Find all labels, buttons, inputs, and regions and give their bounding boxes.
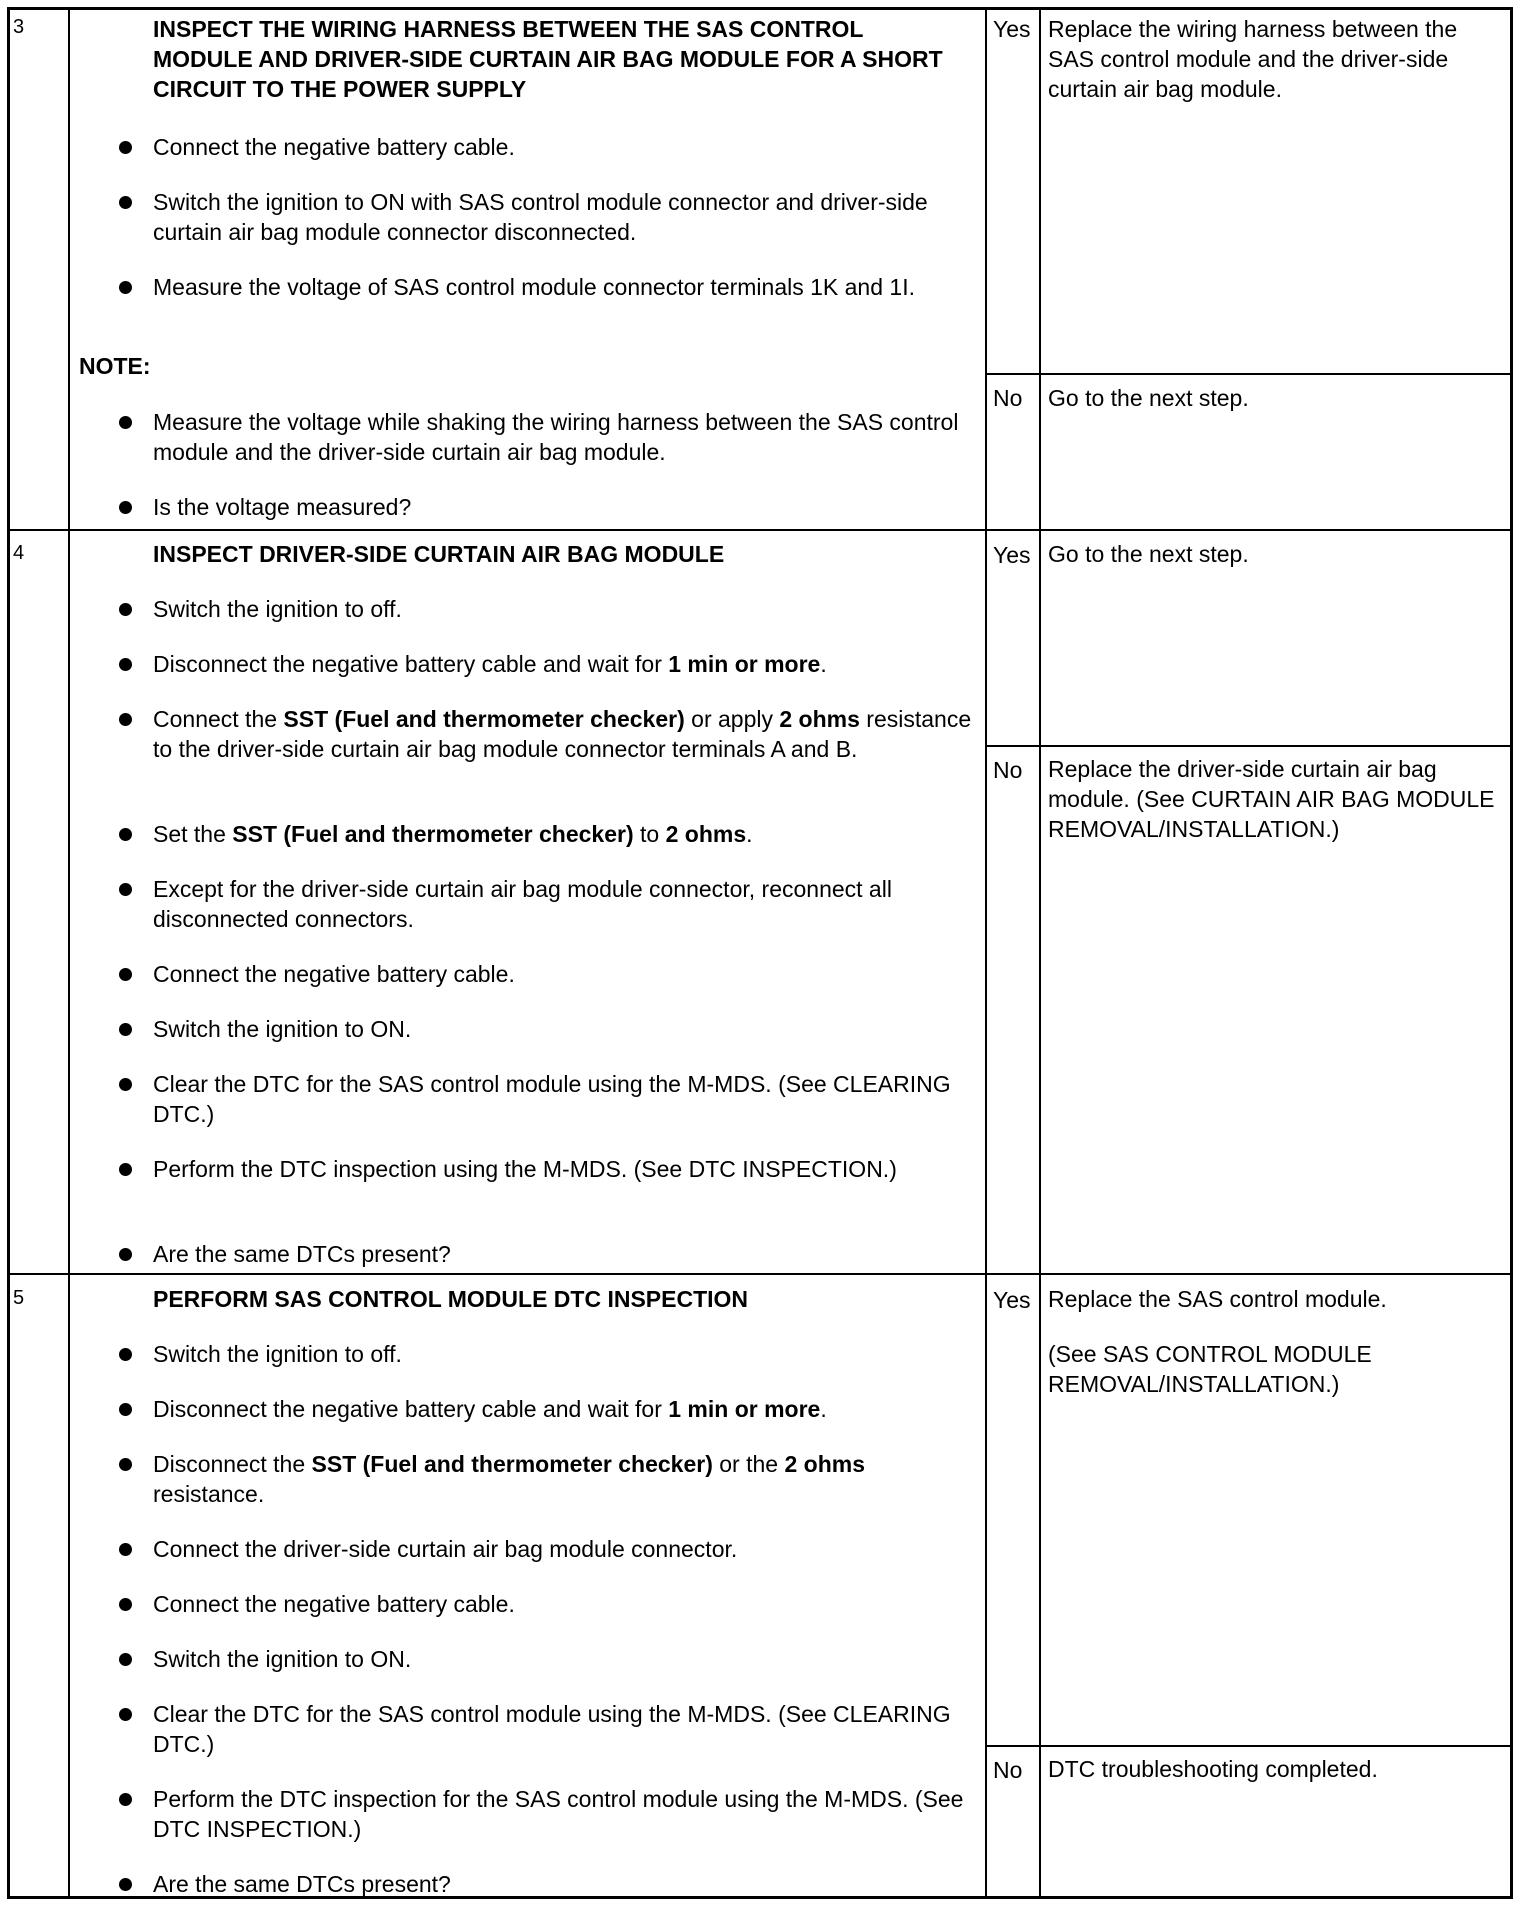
item-text: Measure the voltage of SAS control module connector terminals 1K and 1I. [153, 274, 915, 300]
yes-action [1048, 1284, 1503, 1424]
item-text: . [820, 1396, 827, 1422]
step-item [153, 407, 973, 467]
step-item [153, 819, 973, 849]
step-item [153, 959, 973, 989]
step-item [153, 1589, 973, 1619]
column-divider [68, 7, 70, 1899]
bullet-icon [119, 1878, 132, 1891]
yes-action [1048, 14, 1503, 129]
item-text: Are the same DTCs present? [153, 1871, 451, 1897]
item-text: Clear the DTC for the SAS control module using the M-MDS. (See CLEARING DTC.) [153, 1701, 951, 1757]
item-text: Perform the DTC inspection for the SAS control module using the M-MDS. (See DTC INSPECTION.) [153, 1786, 964, 1842]
action-paragraph: Go to the next step. [1048, 541, 1249, 567]
bullet-icon [119, 1458, 132, 1471]
step-item [153, 1449, 973, 1509]
bullet-icon [119, 1793, 132, 1806]
note-label: NOTE: [79, 353, 151, 379]
item-text: Clear the DTC for the SAS control module using the M-MDS. (See CLEARING DTC.) [153, 1071, 951, 1127]
emphasis-text: 1 min or more [668, 651, 821, 677]
bullet-icon [119, 1543, 132, 1556]
item-text: resistance. [153, 1481, 265, 1507]
bullet-icon [119, 281, 132, 294]
step-item [153, 1014, 973, 1044]
item-text: Switch the ignition to off. [153, 596, 402, 622]
item-text: to [633, 821, 666, 847]
bullet-icon [119, 141, 132, 154]
step-item [153, 1869, 973, 1899]
item-text: Connect the driver-side curtain air bag module connector. [153, 1536, 738, 1562]
item-text: Measure the voltage while shaking the wiring harness between the SAS control module and the driver-side curtain air bag module. [153, 409, 959, 465]
bullet-icon [119, 1653, 132, 1666]
bullet-icon [119, 603, 132, 616]
step-item [153, 1644, 973, 1674]
emphasis-text: 2 ohms [665, 821, 747, 847]
item-text: . [820, 651, 827, 677]
step-item [153, 1534, 973, 1564]
bullet-icon [119, 1248, 132, 1261]
step-item [153, 1339, 973, 1369]
step-item [153, 649, 973, 679]
step-number: 5 [13, 1287, 25, 1309]
bullet-icon [119, 713, 132, 726]
no-action [1048, 1754, 1503, 1809]
bullet-icon [119, 501, 132, 514]
item-text: Disconnect the [153, 1451, 312, 1477]
no-label: No [993, 757, 1023, 783]
step-number: 3 [13, 16, 25, 38]
step-title: PERFORM SAS CONTROL MODULE DTC INSPECTION [153, 1286, 749, 1312]
step-item [153, 1784, 973, 1844]
item-text: Set the [153, 821, 233, 847]
emphasis-text: SST (Fuel and thermometer checker) [311, 1451, 713, 1477]
emphasis-text: 2 ohms [784, 1451, 866, 1477]
item-text: Except for the driver-side curtain air bag module connector, reconnect all disconnected connectors. [153, 876, 892, 932]
step-item [153, 594, 973, 624]
step-item [153, 1154, 973, 1184]
no-label: No [993, 1757, 1023, 1783]
item-text: resistance to the driver-side curtain air bag module connector terminals A and B. [153, 706, 972, 762]
step-item [153, 492, 973, 522]
bullet-icon [119, 1163, 132, 1176]
item-text: or apply [684, 706, 780, 732]
row-divider [7, 529, 1513, 531]
item-text: Switch the ignition to off. [153, 1341, 402, 1367]
column-divider [985, 7, 987, 1899]
item-text: Perform the DTC inspection using the M-MDS. (See DTC INSPECTION.) [153, 1156, 897, 1182]
item-text: Connect the negative battery cable. [153, 1591, 515, 1617]
action-paragraph: DTC troubleshooting completed. [1048, 1756, 1378, 1782]
bullet-icon [119, 1598, 132, 1611]
bullet-icon [119, 883, 132, 896]
emphasis-text: 2 ohms [779, 706, 860, 732]
bullet-icon [119, 196, 132, 209]
emphasis-text: SST (Fuel and thermometer checker) [283, 706, 685, 732]
column-divider [1039, 7, 1041, 1899]
item-text: Switch the ignition to ON. [153, 1016, 412, 1042]
item-text: Disconnect the negative battery cable and wait for [153, 651, 669, 677]
step-item [153, 704, 973, 764]
step-item [153, 1069, 973, 1129]
bullet-icon [119, 1023, 132, 1036]
bullet-icon [119, 658, 132, 671]
yes-label: Yes [993, 16, 1031, 42]
item-text: Are the same DTCs present? [153, 1241, 451, 1267]
step-number: 4 [13, 542, 25, 564]
item-text: Disconnect the negative battery cable and wait for [153, 1396, 669, 1422]
action-paragraph: Replace the driver-side curtain air bag module. (See CURTAIN AIR BAG MODULE REMOVAL/INSTALLATION.) [1048, 756, 1495, 842]
bullet-icon [119, 1078, 132, 1091]
bullet-icon [119, 828, 132, 841]
yes-no-divider [985, 1745, 1513, 1747]
step-item [153, 272, 973, 302]
item-text: or the [712, 1451, 785, 1477]
step-item [153, 874, 973, 934]
item-text: Connect the [153, 706, 284, 732]
yes-action [1048, 539, 1503, 594]
no-label: No [993, 385, 1023, 411]
item-text: Is the voltage measured? [153, 494, 412, 520]
bullet-icon [119, 968, 132, 981]
yes-label: Yes [993, 1287, 1031, 1313]
yes-no-divider [985, 373, 1513, 375]
step-title: INSPECT THE WIRING HARNESS BETWEEN THE SAS CONTROL MODULE AND DRIVER-SIDE CURTAIN AIR BAG MODULE FOR A SHORT CIRCUIT TO THE POWER SUPPLY [153, 16, 943, 102]
row-divider [7, 1273, 1513, 1275]
step-item [153, 132, 973, 162]
no-action [1048, 383, 1503, 438]
emphasis-text: 1 min or more [668, 1396, 821, 1422]
action-paragraph: (See SAS CONTROL MODULE REMOVAL/INSTALLATION.) [1048, 1341, 1372, 1397]
bullet-icon [119, 1708, 132, 1721]
item-text: . [746, 821, 753, 847]
item-text: Connect the negative battery cable. [153, 134, 515, 160]
yes-label: Yes [993, 542, 1031, 568]
action-paragraph: Replace the wiring harness between the SAS control module and the driver-side curtain air bag module. [1048, 16, 1458, 102]
bullet-icon [119, 1403, 132, 1416]
action-paragraph: Replace the SAS control module. [1048, 1286, 1387, 1312]
bullet-icon [119, 416, 132, 429]
step-item [153, 1394, 973, 1424]
item-text: Switch the ignition to ON. [153, 1646, 412, 1672]
emphasis-text: SST (Fuel and thermometer checker) [232, 821, 634, 847]
yes-no-divider [985, 745, 1513, 747]
step-title: INSPECT DRIVER-SIDE CURTAIN AIR BAG MODULE [153, 541, 725, 567]
item-text: Switch the ignition to ON with SAS control module connector and driver-side curtain air bag module connector disconnected. [153, 189, 928, 245]
step-item [153, 187, 973, 247]
step-item [153, 1239, 973, 1269]
troubleshooting-table [7, 7, 1513, 1899]
bullet-icon [119, 1348, 132, 1361]
step-item [153, 1699, 973, 1759]
no-action [1048, 754, 1503, 869]
item-text: Connect the negative battery cable. [153, 961, 515, 987]
action-paragraph: Go to the next step. [1048, 385, 1249, 411]
